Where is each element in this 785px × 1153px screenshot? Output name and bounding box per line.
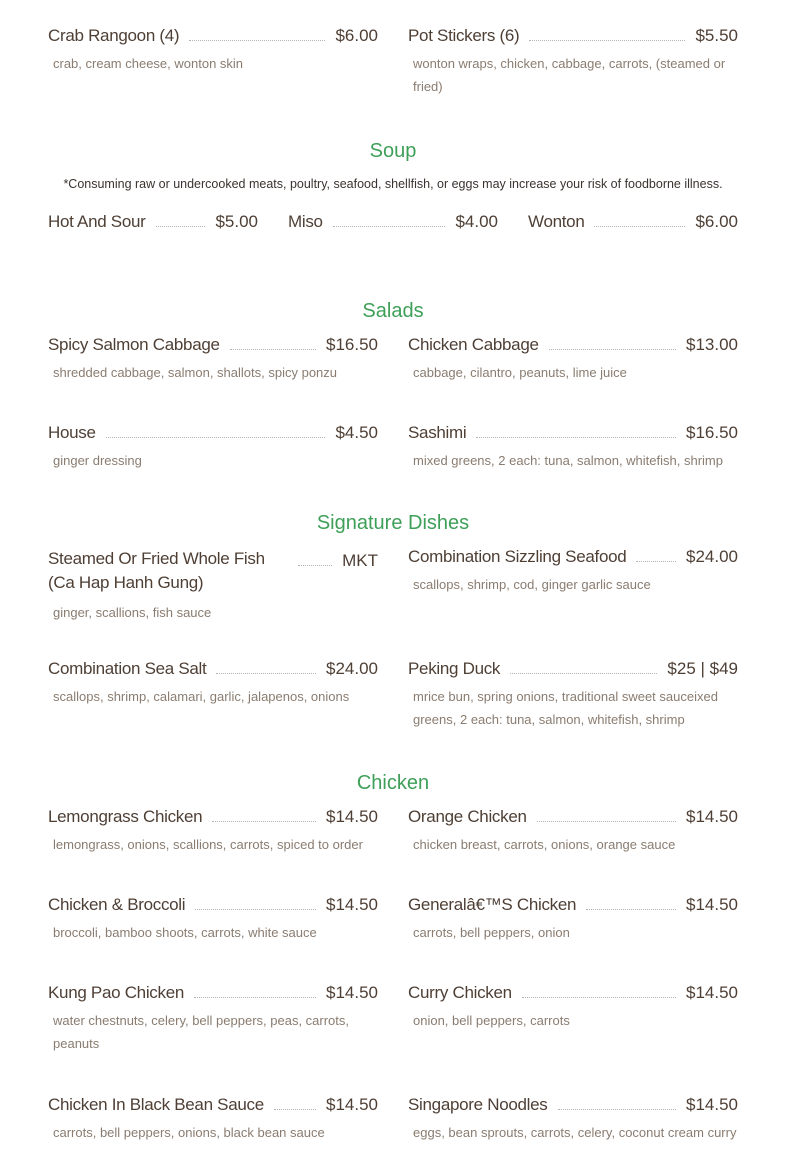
menu-item bbox=[48, 807, 378, 856]
menu-item bbox=[408, 895, 738, 944]
item-price: MKT bbox=[342, 551, 378, 570]
dot-leader bbox=[194, 996, 316, 998]
item-price: $14.50 bbox=[686, 1095, 738, 1114]
section-title-salads: Salads bbox=[362, 300, 424, 322]
item-name: Curry Chicken bbox=[408, 983, 512, 1002]
dot-leader bbox=[156, 225, 206, 227]
dot-leader bbox=[106, 436, 326, 438]
item-price: $16.50 bbox=[326, 335, 378, 354]
item-price: $14.50 bbox=[686, 807, 738, 826]
item-description: lemongrass, onions, scallions, carrots, spiced to order bbox=[53, 837, 363, 852]
item-name: House bbox=[48, 423, 96, 442]
dot-leader bbox=[333, 225, 446, 227]
dot-leader bbox=[212, 820, 316, 822]
menu-item bbox=[48, 212, 258, 232]
item-price: $25 | $49 bbox=[667, 659, 738, 678]
menu-item bbox=[408, 423, 738, 472]
item-name: Chicken In Black Bean Sauce bbox=[48, 1095, 264, 1114]
dot-leader bbox=[537, 820, 676, 822]
dot-leader bbox=[522, 996, 676, 998]
item-price: $13.00 bbox=[686, 335, 738, 354]
item-description: chicken breast, carrots, onions, orange sauce bbox=[413, 837, 676, 852]
item-price: $5.00 bbox=[215, 212, 258, 231]
item-name: Combination Sea Salt bbox=[48, 659, 207, 678]
menu-item bbox=[48, 659, 378, 708]
dot-leader bbox=[510, 672, 657, 674]
item-description: crab, cream cheese, wonton skin bbox=[53, 56, 244, 71]
item-description: mrice bun, spring onions, traditional sweet sauceixed greens, 2 each: tuna, salmon, whitefish, shrimp bbox=[413, 689, 718, 727]
item-name: Orange Chicken bbox=[408, 807, 527, 826]
item-description: carrots, bell peppers, onions, black bean sauce bbox=[53, 1125, 325, 1140]
dot-leader bbox=[195, 908, 316, 910]
menu-item bbox=[408, 26, 738, 98]
menu-item bbox=[48, 895, 378, 944]
dot-leader bbox=[529, 39, 685, 41]
item-description: mixed greens, 2 each: tuna, salmon, whitefish, shrimp bbox=[413, 453, 723, 468]
dot-leader bbox=[594, 225, 685, 227]
menu-item bbox=[408, 1095, 738, 1144]
menu-item bbox=[48, 423, 378, 472]
menu-item bbox=[408, 983, 738, 1032]
item-description: shredded cabbage, salmon, shallots, spicy ponzu bbox=[53, 365, 338, 380]
food-safety-notice: *Consuming raw or undercooked meats, poultry, seafood, shellfish, or eggs may increase your risk of foodborne illness. bbox=[63, 177, 723, 191]
section-title-soup: Soup bbox=[369, 140, 417, 162]
item-price: $14.50 bbox=[326, 983, 378, 1002]
item-description: onion, bell peppers, carrots bbox=[413, 1013, 570, 1028]
item-price: $14.50 bbox=[686, 895, 738, 914]
item-name: Crab Rangoon (4) bbox=[48, 26, 180, 45]
item-name: Generalâ€™S Chicken bbox=[408, 895, 577, 914]
item-description: scallops, shrimp, cod, ginger garlic sauce bbox=[413, 577, 651, 592]
item-name: Pot Stickers (6) bbox=[408, 26, 520, 45]
item-price: $4.00 bbox=[455, 212, 498, 231]
item-description: ginger dressing bbox=[53, 453, 142, 468]
dot-leader bbox=[274, 1108, 316, 1110]
dot-leader bbox=[586, 908, 676, 910]
item-name: Combination Sizzling Seafood bbox=[408, 547, 627, 566]
menu-item bbox=[528, 212, 738, 232]
menu-item bbox=[48, 26, 378, 75]
item-description: eggs, bean sprouts, carrots, celery, coconut cream curry bbox=[413, 1125, 737, 1140]
item-price: $14.50 bbox=[686, 983, 738, 1002]
item-name: Hot And Sour bbox=[48, 212, 146, 231]
menu-item bbox=[408, 335, 738, 384]
item-description: broccoli, bamboo shoots, carrots, white sauce bbox=[53, 925, 317, 940]
menu-item bbox=[408, 659, 738, 731]
dot-leader bbox=[549, 348, 676, 350]
item-description: carrots, bell peppers, onion bbox=[413, 925, 570, 940]
dot-leader bbox=[636, 560, 676, 562]
item-name: Wonton bbox=[528, 212, 585, 231]
item-price: $24.00 bbox=[326, 659, 378, 678]
dot-leader bbox=[558, 1108, 677, 1110]
menu-item bbox=[288, 212, 498, 232]
item-name: Miso bbox=[288, 212, 323, 231]
item-name: Sashimi bbox=[408, 423, 467, 442]
item-name: Spicy Salmon Cabbage bbox=[48, 335, 220, 354]
item-description: wonton wraps, chicken, cabbage, carrots, (steamed or fried) bbox=[413, 56, 726, 94]
item-name: Singapore Noodles bbox=[408, 1095, 548, 1114]
menu-item bbox=[408, 547, 738, 596]
section-title-chicken: Chicken bbox=[356, 772, 430, 794]
item-price: $14.50 bbox=[326, 1095, 378, 1114]
item-name: Chicken Cabbage bbox=[408, 335, 539, 354]
item-price: $16.50 bbox=[686, 423, 738, 442]
item-name: Peking Duck bbox=[408, 659, 501, 678]
menu-item bbox=[48, 335, 378, 384]
section-title-signature: Signature Dishes bbox=[316, 512, 470, 534]
item-price: $4.50 bbox=[335, 423, 378, 442]
item-description: scallops, shrimp, calamari, garlic, jalapenos, onions bbox=[53, 689, 350, 704]
dot-leader bbox=[189, 39, 325, 41]
item-description: ginger, scallions, fish sauce bbox=[53, 605, 212, 620]
item-price: $5.50 bbox=[695, 26, 738, 45]
dot-leader bbox=[476, 436, 676, 438]
item-price: $14.50 bbox=[326, 895, 378, 914]
item-description: water chestnuts, celery, bell peppers, peas, carrots, peanuts bbox=[53, 1013, 350, 1051]
menu-item bbox=[48, 983, 378, 1055]
item-price: $6.00 bbox=[335, 26, 378, 45]
dot-leader bbox=[298, 564, 332, 566]
dot-leader bbox=[230, 348, 316, 350]
item-description: cabbage, cilantro, peanuts, lime juice bbox=[413, 365, 627, 380]
menu-item bbox=[48, 547, 378, 624]
item-name: Kung Pao Chicken bbox=[48, 983, 185, 1002]
menu-item bbox=[48, 1095, 378, 1144]
item-price: $24.00 bbox=[686, 547, 738, 566]
item-name: Chicken & Broccoli bbox=[48, 895, 186, 914]
item-name: Lemongrass Chicken bbox=[48, 807, 203, 826]
item-price: $14.50 bbox=[326, 807, 378, 826]
menu-item bbox=[408, 807, 738, 856]
item-price: $6.00 bbox=[695, 212, 738, 231]
dot-leader bbox=[216, 672, 316, 674]
item-name: Steamed Or Fried Whole Fish (Ca Hap Hanh Gung) bbox=[48, 549, 265, 592]
